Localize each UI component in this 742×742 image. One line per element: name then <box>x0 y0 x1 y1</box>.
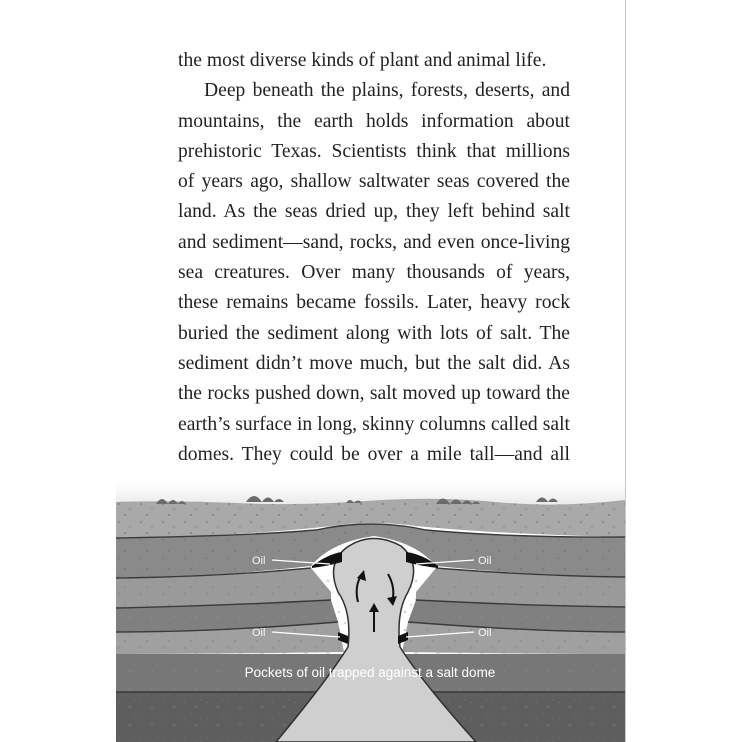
page-edge-divider <box>625 0 626 742</box>
text-line: land. As the seas dried up, they left behind salt <box>178 201 570 223</box>
salt-dome-diagram <box>116 482 625 742</box>
text-line: prehistoric Texas. Scientists think that millions <box>178 140 570 162</box>
oil-label: Oil <box>478 555 492 567</box>
oil-label: Oil <box>252 555 266 567</box>
text-line: Deep beneath the plains, forests, deserts, and <box>204 80 570 102</box>
text-line: of years ago, shallow saltwater seas covered the <box>178 171 570 193</box>
oil-label: Oil <box>478 627 492 639</box>
text-line: earth’s surface in long, skinny columns called salt <box>178 413 570 435</box>
text-line: the rocks pushed down, salt moved up toward the <box>178 383 570 405</box>
text-line: sediment didn’t move much, but the salt did. As <box>178 352 570 374</box>
oil-label: Oil <box>252 627 266 639</box>
figure-caption: Pockets of oil trapped against a salt dome <box>244 665 496 680</box>
text-line: and sediment—sand, rocks, and even once-living <box>178 231 570 253</box>
text-line: mountains, the earth holds information about <box>178 110 570 132</box>
text-line: sea creatures. Over many thousands of years, <box>178 262 570 284</box>
text-line: the most diverse kinds of plant and animal life. <box>178 50 547 71</box>
text-line: domes. They could be over a mile tall—and all <box>178 443 570 465</box>
salt-dome-illustration <box>116 482 625 742</box>
text-line: buried the sediment along with lots of salt. The <box>178 322 570 344</box>
text-line: these remains became fossils. Later, heavy rock <box>178 292 570 314</box>
body-text <box>178 46 570 470</box>
